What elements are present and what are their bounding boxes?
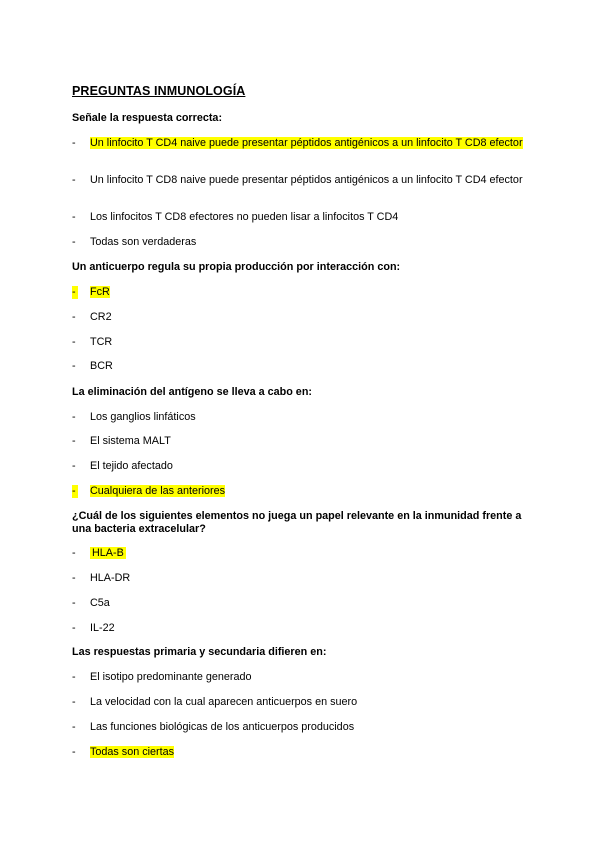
option-text: BCR (90, 360, 113, 372)
option-text: El tejido afectado (90, 460, 173, 472)
bullet-dash: - (72, 435, 76, 447)
question-4-prompt: ¿Cuál de los siguientes elementos no juega un papel relevante en la inmunidad frente a una bacteria extracelular? (72, 510, 522, 535)
question-2-option-a (72, 286, 528, 299)
question-2-prompt: Un anticuerpo regula su propia producción por interacción con: (72, 261, 401, 273)
option-text: Los linfocitos T CD8 efectores no pueden lisar a linfocitos T CD4 (90, 211, 399, 223)
option-text-highlighted: Un linfocito T CD4 naive puede presentar péptidos antigénicos a un linfocito T CD8 efector (90, 137, 523, 149)
bullet-dash: - (72, 137, 76, 149)
option-text: El isotipo predominante generado (90, 671, 252, 683)
bullet-dash: - (72, 311, 76, 323)
option-text: Los ganglios linfáticos (90, 411, 196, 423)
question-2-option-b (72, 311, 528, 324)
question-4-option-b (72, 572, 528, 585)
option-text: TCR (90, 336, 113, 348)
question-1-option-b (72, 174, 528, 187)
option-text-highlighted: HLA-B (92, 547, 124, 559)
question-1-option-c (72, 211, 528, 224)
question-5-option-a (72, 671, 528, 684)
bullet-dash: - (72, 174, 76, 186)
question-1-option-a (72, 137, 528, 150)
question-3-option-c (72, 460, 528, 473)
question-3-option-b (72, 435, 528, 448)
bullet-dash: - (72, 360, 76, 372)
option-text: HLA-DR (90, 572, 131, 584)
question-5-prompt: Las respuestas primaria y secundaria difieren en: (72, 646, 327, 658)
bullet-dash: - (72, 211, 76, 223)
option-text: El sistema MALT (90, 435, 171, 447)
question-3-option-d (72, 485, 528, 498)
bullet-dash: - (72, 721, 76, 733)
bullet-dash: - (72, 411, 76, 423)
question-3-option-a (72, 411, 528, 424)
option-text: Las funciones biológicas de los anticuerpos producidos (90, 721, 355, 733)
bullet-dash: - (72, 460, 76, 472)
option-text: Todas son verdaderas (90, 236, 197, 248)
question-4-option-a (72, 547, 528, 560)
question-5-option-d (72, 746, 528, 759)
bullet-dash: - (72, 286, 76, 298)
bullet-dash: - (72, 696, 76, 708)
question-4-option-d (72, 622, 528, 635)
bullet-dash: - (72, 336, 76, 348)
option-text: Un linfocito T CD8 naive puede presentar péptidos antigénicos a un linfocito T CD4 efector (90, 174, 523, 186)
option-text: CR2 (90, 311, 112, 323)
question-5-option-b (72, 696, 528, 709)
option-text-highlighted: FcR (90, 286, 110, 298)
bullet-dash: - (72, 547, 76, 559)
bullet-dash: - (72, 485, 76, 497)
option-text: C5a (90, 597, 110, 609)
option-text-highlighted: Todas son ciertas (90, 746, 175, 758)
question-1-prompt: Señale la respuesta correcta: (72, 112, 223, 124)
option-text: IL-22 (90, 622, 115, 634)
bullet-dash: - (72, 572, 76, 584)
page-title: PREGUNTAS INMUNOLOGÍA (72, 84, 246, 98)
question-2-option-c (72, 336, 528, 349)
bullet-dash: - (72, 746, 76, 758)
question-5-option-c (72, 721, 528, 734)
question-3-prompt: La eliminación del antígeno se lleva a cabo en: (72, 386, 313, 398)
question-1-option-d (72, 236, 528, 249)
bullet-dash: - (72, 671, 76, 683)
bullet-dash: - (72, 622, 76, 634)
option-text: La velocidad con la cual aparecen anticuerpos en suero (90, 696, 358, 708)
question-4-option-c (72, 597, 528, 610)
bullet-dash: - (72, 236, 76, 248)
question-2-option-d (72, 360, 528, 373)
bullet-dash: - (72, 597, 76, 609)
option-text-highlighted: Cualquiera de las anteriores (90, 485, 226, 497)
